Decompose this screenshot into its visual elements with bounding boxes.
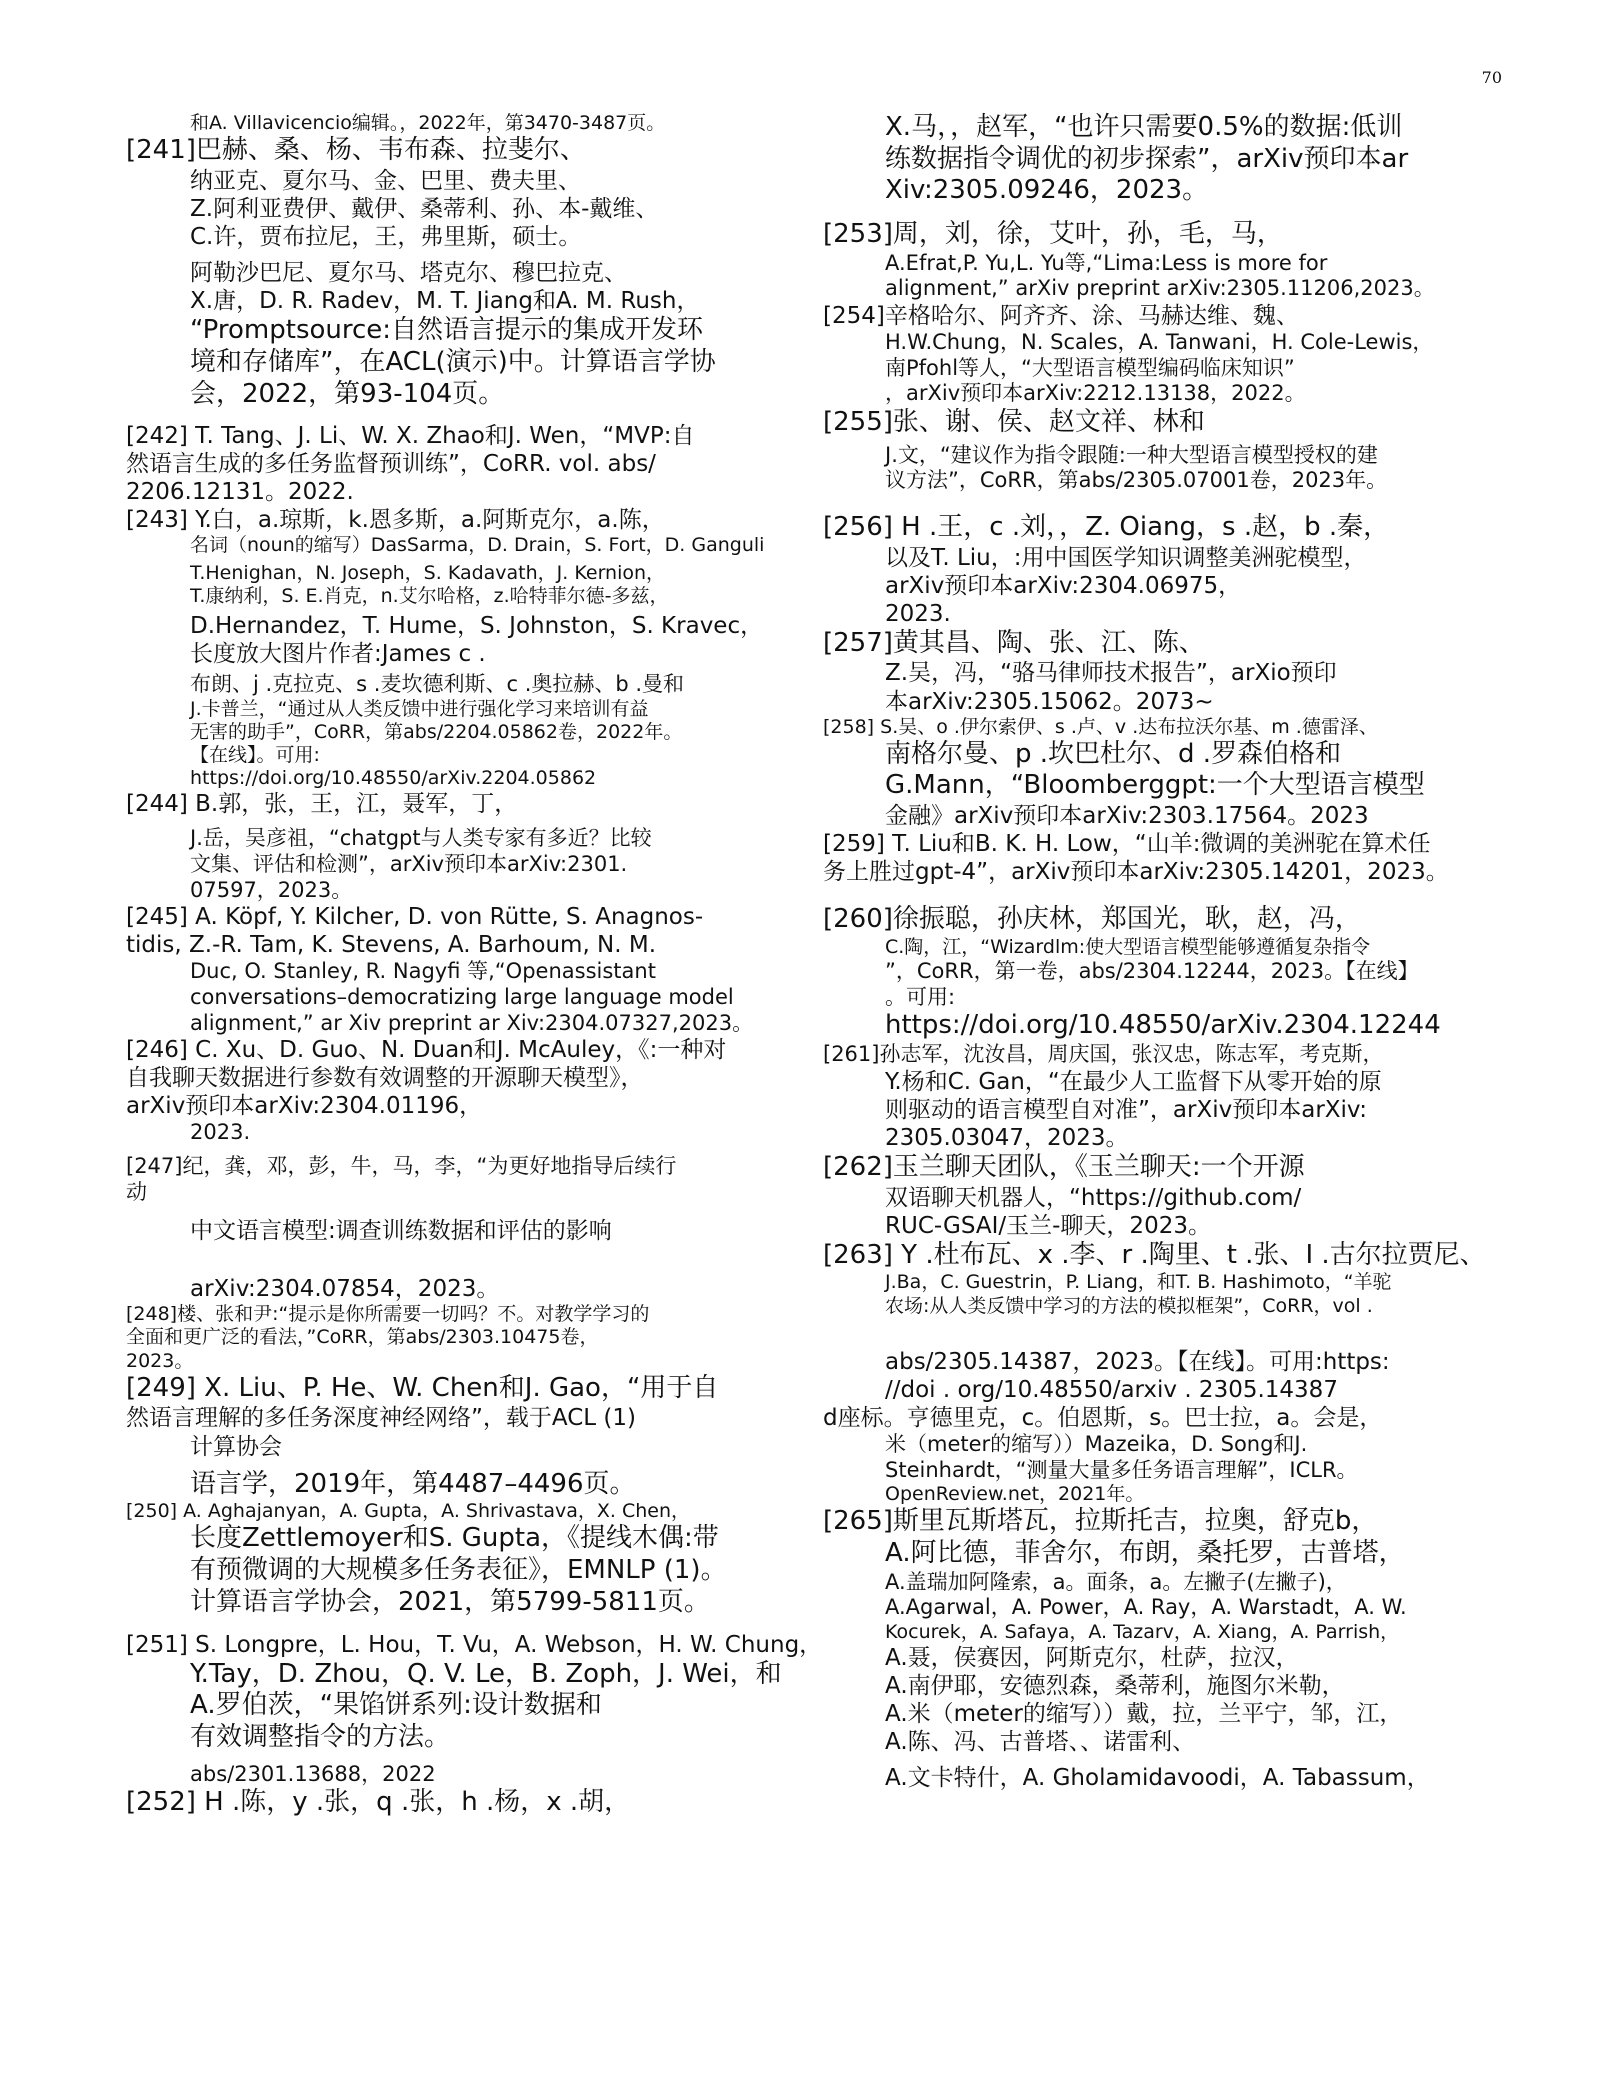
reference-line: 自我聊天数据进行参数有效调整的开源聊天模型》，: [126, 1065, 644, 1092]
reference-entry: [823, 302, 1523, 407]
reference-line: C.许，贾布拉尼，王，弗里斯，硕士。: [190, 223, 582, 250]
reference-line: OpenReview.net，2021年。: [885, 1483, 1145, 1506]
reference-line: J.文，“建议作为指令跟随:一种大型语言模型授权的建: [885, 442, 1378, 467]
reference-line: 境和存储库”，在ACL(演示)中。计算语言学协: [190, 346, 716, 377]
reference-entry: [126, 1500, 841, 1618]
reference-line: 议方法”，CoRR，第abs/2305.07001卷，2023年。: [885, 468, 1388, 493]
reference-line: 然语言理解的多任务深度神经网络”，载于ACL (1): [126, 1405, 637, 1432]
reference-line: [243] Y.白，a.琼斯，k.恩多斯，a.阿斯克尔，a.陈，: [126, 507, 665, 534]
reference-line: J.Ba，C. Guestrin，P. Liang，和T. B. Hashimoto，“羊驼: [885, 1271, 1392, 1294]
reference-line: [241]巴赫、桑、杨、韦布森、拉斐尔、: [126, 135, 586, 166]
reference-entry: [823, 1240, 1523, 1404]
reference-line: 中文语言模型:调查训练数据和评估的影响: [190, 1218, 612, 1245]
reference-entry: [823, 407, 1523, 494]
reference-line: https://doi.org/10.48550/arXiv.2204.05862: [190, 767, 597, 790]
reference-line: 有预微调的大规模多任务表征》，EMNLP (1)。: [190, 1555, 727, 1586]
reference-entry: [823, 904, 1523, 1042]
reference-line: [256] H .王，c .刘，，Z. Oiang，s .赵，b .秦，: [823, 511, 1390, 542]
reference-line: [245] A. Köpf, Y. Kilcher, D. von Rütte, S. Anagnos-: [126, 904, 704, 931]
reference-line: 有效调整指令的方法。: [190, 1722, 451, 1753]
reference-line: [247]纪，龚，邓，彭，牛，马，李，“为更好地指导后续行: [126, 1153, 677, 1178]
reference-line: X.马，，赵军，“也许只需要0.5%的数据:低训: [885, 112, 1403, 142]
reference-entry: [126, 1373, 841, 1501]
reference-line: abs/2301.13688，2022: [190, 1761, 436, 1786]
reference-line: arXiv预印本arXiv:2304.01196，: [126, 1093, 483, 1120]
reference-line: arXiv预印本arXiv:2304.06975，: [885, 572, 1242, 599]
reference-line: J.岳，吴彦祖，“chatgpt与人类专家有多近？比较: [190, 826, 652, 851]
reference-line: Xiv:2305.09246，2023。: [885, 175, 1209, 206]
reference-line: tidis, Z.-R. Tam, K. Stevens, A. Barhoum, N. M.: [126, 932, 657, 959]
reference-entry: [823, 628, 1523, 716]
reference-line: 长度Zettlemoyer和S. Gupta，《提线木偶:带: [190, 1523, 719, 1554]
reference-line: D.Hernandez，T. Hume，S. Johnston，S. Kravec，: [190, 612, 764, 639]
reference-line: [261]孙志军，沈汝昌，周庆国，张汉忠，陈志军，考克斯，: [823, 1042, 1384, 1067]
reference-line: Z.阿利亚费伊、戴伊、桑蒂利、孙、本-戴维、: [190, 195, 659, 222]
reference-line: [255]张、谢、侯、赵文祥、林和: [823, 406, 1205, 437]
reference-line: 文集、评估和检测”，arXiv预印本arXiv:2301.: [190, 852, 628, 877]
reference-line: [251] S. Longpre，L. Hou，T. Vu，A. Webson，H. W. Chung，: [126, 1631, 823, 1658]
reference-line: A.文卡特什，A. Gholamidavoodi，A. Tabassum，: [885, 1765, 1430, 1792]
reference-line: [265]斯里瓦斯塔瓦，拉斯托吉，拉奥，舒克b，: [823, 1506, 1378, 1537]
reference-line: T.Henighan，N. Joseph，S. Kadavath，J. Kernion，: [190, 561, 666, 584]
reference-line: 全面和更广泛的看法，”CoRR，第abs/2303.10475卷，: [126, 1326, 599, 1349]
reference-line: 和A. Villavicencio编辑。，2022年，第3470-3487页。: [190, 112, 666, 134]
reference-line: A.罗伯茨，“果馅饼系列:设计数据和: [190, 1690, 602, 1721]
reference-line: Z.吴，冯，“骆马律师技术报告”，arXio预印: [885, 660, 1337, 687]
reference-line: 动: [126, 1179, 147, 1204]
reference-line: 米（meter的缩写））Mazeika，D. Song和J.: [885, 1431, 1308, 1456]
reference-entry: [823, 512, 1523, 628]
reference-line: 本arXiv:2305.15062。2073~: [885, 688, 1214, 715]
reference-line: 阿勒沙巴尼、夏尔马、塔克尔、穆巴拉克、: [190, 260, 627, 287]
reference-line: [246] C. Xu、D. Guo、N. Duan和J. McAuley，《:一种对: [126, 1037, 727, 1064]
reference-line: 名词（noun的缩写）DasSarma，D. Drain，S. Fort，D. Ganguli: [190, 534, 765, 557]
reference-line: 南格尔曼、p .坎巴杜尔、d .罗森伯格和: [885, 738, 1342, 769]
reference-line: A.阿比德，菲舍尔，布朗，桑托罗，古普塔，: [885, 1538, 1405, 1569]
reference-line: 纳亚克、夏尔马、金、巴里、费夫里、: [190, 167, 581, 194]
reference-line: 双语聊天机器人，“https://github.com/: [885, 1184, 1302, 1211]
reference-line: “Promptsource:自然语言提示的集成开发环: [190, 315, 704, 346]
page-number: 70: [1481, 68, 1502, 87]
reference-line: https://doi.org/10.48550/arXiv.2304.12244: [885, 1010, 1441, 1041]
reference-line: [260]徐振聪，孙庆林，郑国光，耿，赵，冯，: [823, 904, 1361, 935]
reference-line: [259] T. Liu和B. K. H. Low，“山羊:微调的美洲驼在算术任: [823, 831, 1431, 858]
reference-line: 南Pfohl等人，“大型语言模型编码临床知识”: [885, 355, 1295, 380]
reference-line: Duc, O. Stanley, R. Nagyfi 等,“Openassistant: [190, 959, 656, 984]
reference-line: A.Efrat,P. Yu,L. Yu等,“Lima:Less is more for: [885, 250, 1328, 275]
reference-line: 2305.03047，2023。: [885, 1124, 1129, 1151]
reference-line: RUC-GSAI/玉兰-聊天，2023。: [885, 1212, 1211, 1239]
reference-line: [262]玉兰聊天团队，《玉兰聊天:一个开源: [823, 1151, 1305, 1182]
reference-entry: [126, 506, 841, 790]
reference-line: [258] S.吴、o .伊尔索伊、s .卢、v .达布拉沃尔基、m .德雷泽、: [823, 715, 1378, 738]
reference-line: alignment,” ar Xiv preprint ar Xiv:2304.07327,2023。: [190, 1010, 754, 1035]
reference-line: [248]楼、张和尹:“提示是你所需要一切吗？不。对教学学习的: [126, 1303, 650, 1326]
reference-entry: [823, 830, 1523, 886]
reference-line: Y.Tay，D. Zhou，Q. V. Le，B. Zoph，J. Wei，和: [190, 1658, 782, 1689]
reference-entry: [126, 422, 841, 506]
reference-line: A.盖瑞加阿隆索，a。面条，a。左撇子(左撇子)，: [885, 1569, 1347, 1594]
reference-line: arXiv:2304.07854，2023。: [190, 1276, 500, 1303]
reference-line: [253]周，刘，徐，艾叶，孙，毛，马，: [823, 219, 1283, 250]
reference-line: d座标。亨德里克，c。伯恩斯，s。巴士拉，a。会是，: [823, 1404, 1383, 1431]
reference-line: 长度放大图片作者:James c .: [190, 641, 486, 668]
reference-line: Steinhardt，“测量大量多任务语言理解”，ICLR。: [885, 1457, 1358, 1482]
reference-line: 则驱动的语言模型自对准”，arXiv预印本arXiv:: [885, 1096, 1368, 1123]
reference-line: 会，2022，第93-104页。: [190, 378, 505, 409]
reference-line: ”，CoRR，第一卷，abs/2304.12244，2023。【在线】: [885, 959, 1419, 984]
reference-line: 农场:从人类反馈中学习的方法的模拟框架”，CoRR，vol .: [885, 1294, 1373, 1317]
reference-entry: [126, 790, 841, 903]
reference-line: 金融》arXiv预印本arXiv:2303.17564。2023: [885, 803, 1369, 830]
reference-line: //doi . org/10.48550/arxiv . 2305.14387: [885, 1376, 1338, 1403]
reference-line: [254]辛格哈尔、阿齐齐、涂、马赫达维、魏、: [823, 303, 1299, 330]
reference-entry: [126, 1303, 841, 1373]
reference-line: 07597，2023。: [190, 877, 353, 902]
reference-line: X.唐，D. R. Radev，M. T. Jiang和A. M. Rush，: [190, 288, 700, 315]
reference-line: A.聂，侯赛因，阿斯克尔，杜萨，拉汉，: [885, 1645, 1299, 1672]
reference-line: conversations–democratizing large language model: [190, 984, 734, 1009]
reference-line: J.卡普兰，“通过从人类反馈中进行强化学习来培训有益: [190, 697, 649, 720]
reference-line: ，arXiv预印本arXiv:2212.13138，2022。: [885, 381, 1306, 406]
reference-line: 以及T. Liu，:用中国医学知识调整美洲驼模型，: [885, 544, 1367, 571]
reference-line: A.米（meter的缩写））戴，拉，兰平宁，邹，江，: [885, 1701, 1403, 1728]
reference-line: 练数据指令调优的初步探索”，arXiv预印本ar: [885, 143, 1409, 174]
reference-line: [244] B.郭，张，王，江，聂军，丁，: [126, 791, 518, 818]
reference-line: Kocurek，A. Safaya，A. Tazarv，A. Xiang，A. Parrish，: [885, 1620, 1400, 1643]
reference-line: 然语言生成的多任务监督预训练”，CoRR. vol. abs/: [126, 451, 656, 478]
reference-line: abs/2305.14387，2023。【在线】。可用:https:: [885, 1348, 1390, 1375]
reference-line: 语言学，2019年，第4487–4496页。: [190, 1468, 636, 1499]
reference-line: [250] A. Aghajanyan，A. Gupta，A. Shrivastava，X. Chen，: [126, 1500, 691, 1523]
reference-line: 2023.: [885, 600, 951, 627]
reference-line: 计算协会: [190, 1433, 282, 1460]
reference-line: A.Agarwal，A. Power，A. Ray，A. Warstadt，A. W.: [885, 1595, 1407, 1620]
reference-entry: [823, 716, 1523, 831]
reference-line: [263] Y .杜布瓦、x .李、r .陶里、t .张、I .古尔拉贾尼、: [823, 1239, 1486, 1270]
reference-line: 2023。: [126, 1349, 194, 1372]
reference-entry: [126, 112, 841, 135]
reference-line: [252] H .陈，y .张，q .张，h .杨，x .胡，: [126, 1787, 631, 1818]
reference-entry: [126, 135, 841, 410]
reference-line: A.陈、冯、古普塔、、诺雷利、: [885, 1729, 1196, 1756]
reference-entry: [126, 1787, 841, 1819]
reference-entry: [823, 112, 1523, 207]
reference-line: 2206.12131。2022.: [126, 479, 354, 506]
reference-entry: [823, 1404, 1523, 1506]
reference-line: G.Mann，“Bloomberggpt:一个大型语言模型: [885, 770, 1425, 801]
reference-line: 2023.: [190, 1120, 251, 1145]
reference-line: 。可用:: [885, 984, 956, 1009]
reference-line: [249] X. Liu、P. He、W. Chen和J. Gao，“用于自: [126, 1372, 719, 1403]
reference-entry: [823, 1042, 1523, 1152]
reference-line: A.南伊耶，安德烈森，桑蒂利，施图尔米勒，: [885, 1673, 1345, 1700]
reference-line: alignment,” arXiv preprint arXiv:2305.11206,2023。: [885, 276, 1435, 301]
reference-line: [257]黄其昌、陶、张、江、陈、: [823, 627, 1205, 658]
reference-line: Y.杨和C. Gan，“在最少人工监督下从零开始的原: [885, 1068, 1382, 1095]
left-column: [126, 112, 841, 1819]
reference-entry: [126, 1631, 841, 1788]
reference-entry: [126, 1154, 841, 1303]
reference-entry: [126, 1036, 841, 1146]
reference-entry: [823, 219, 1523, 302]
reference-line: 无害的助手”，CoRR，第abs/2204.05862卷，2022年。: [190, 720, 683, 743]
reference-line: H.W.Chung，N. Scales，A. Tanwani，H. Cole-Lewis，: [885, 330, 1434, 355]
reference-line: 计算语言学协会，2021，第5799-5811页。: [190, 1586, 710, 1617]
reference-line: 布朗、j .克拉克、s .麦坎德利斯、c .奥拉赫、b .曼和: [190, 672, 685, 697]
reference-line: 【在线】。可用:: [190, 744, 320, 767]
right-column: [823, 112, 1523, 1792]
reference-entry: [823, 1506, 1523, 1792]
reference-line: C.陶，江，“Wizardlm:使大型语言模型能够遵循复杂指令: [885, 936, 1371, 959]
reference-line: T.康纳利，S. E.肖克，n.艾尔哈格，z.哈特菲尔德-多兹，: [190, 584, 669, 607]
reference-entry: [126, 903, 841, 1036]
reference-entry: [823, 1152, 1523, 1240]
reference-line: 务上胜过gpt-4”，arXiv预印本arXiv:2305.14201，2023。: [823, 859, 1449, 886]
reference-line: [242] T. Tang、J. Li、W. X. Zhao和J. Wen，“MVP:自: [126, 423, 695, 450]
